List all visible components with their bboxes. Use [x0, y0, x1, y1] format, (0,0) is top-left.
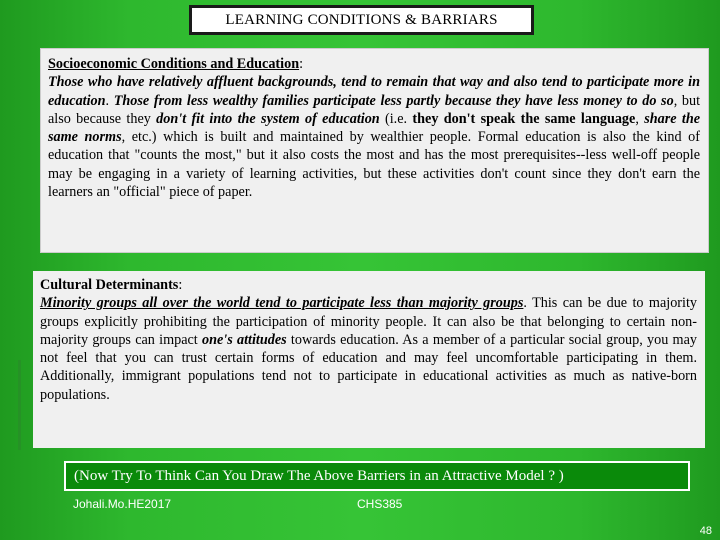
- section2-text-4: towards education. As a member of a particular social group, you may not feel that you can trust certain forms of education and may feel uncomfortable participating in them. Additionally, immigrant populations tend not to participate in educational activities as much as native-born populations.: [40, 331, 697, 403]
- cultural-panel: [33, 271, 705, 448]
- footer-author: Johali.Mo.HE2017: [73, 497, 172, 511]
- section2-text-2: . This can be due to majority groups explicitly prohibiting the participation of minority people. It can also be that belonging to certain non-majority groups can impact: [40, 295, 697, 348]
- section2-heading: Cultural Determinants: [40, 277, 179, 293]
- slide-title: [189, 5, 534, 35]
- section1-text-8: ,: [635, 110, 645, 127]
- think-note-text: (Now Try To Think Can You Draw The Above Barriers in an Attractive Model ? ): [74, 467, 564, 484]
- section1-text-1: Those who have relatively affluent backgrounds, tend to remain that way and also tend to participate more in education: [48, 74, 700, 109]
- section1-text-6: (i.e.: [379, 110, 413, 127]
- think-note: [64, 461, 690, 491]
- section1-text-7: they don't speak the same language: [412, 110, 636, 127]
- section1-text-9: share the same norms: [48, 110, 701, 146]
- section1-text-4: , but also because they: [48, 92, 701, 127]
- section1-text-3: Those from less wealthy families participate less partly because they have less money to do so: [113, 92, 674, 109]
- section1-heading: Socioeconomic Conditions and Education: [48, 56, 300, 72]
- section2-text-1: Minority groups all over the world tend to participate less than majority groups: [40, 295, 524, 312]
- slide-title-text: LEARNING CONDITIONS & BARRIARS: [225, 11, 498, 28]
- section1-text-5: don't fit into the system of education: [156, 110, 380, 127]
- section1-text-10: , etc.) which is built and maintained by wealthier people. Formal education is also the kind of education that "counts the most," but it also costs the most and has the most prerequisites--less well-off people may be engaging in a variety of learning activities, but these activities don't count since they don't earn the learners an "official" piece of paper.: [48, 129, 700, 201]
- section2-heading-colon: :: [178, 277, 183, 293]
- section2-text-3: one's attitudes: [202, 331, 287, 348]
- section1-heading-colon: :: [299, 56, 304, 72]
- decor-stripe: [18, 360, 21, 450]
- page-number: 48: [699, 525, 712, 537]
- section1-text-2: .: [105, 92, 114, 109]
- socioeconomic-panel: [40, 48, 709, 253]
- footer-course: CHS385: [357, 497, 403, 511]
